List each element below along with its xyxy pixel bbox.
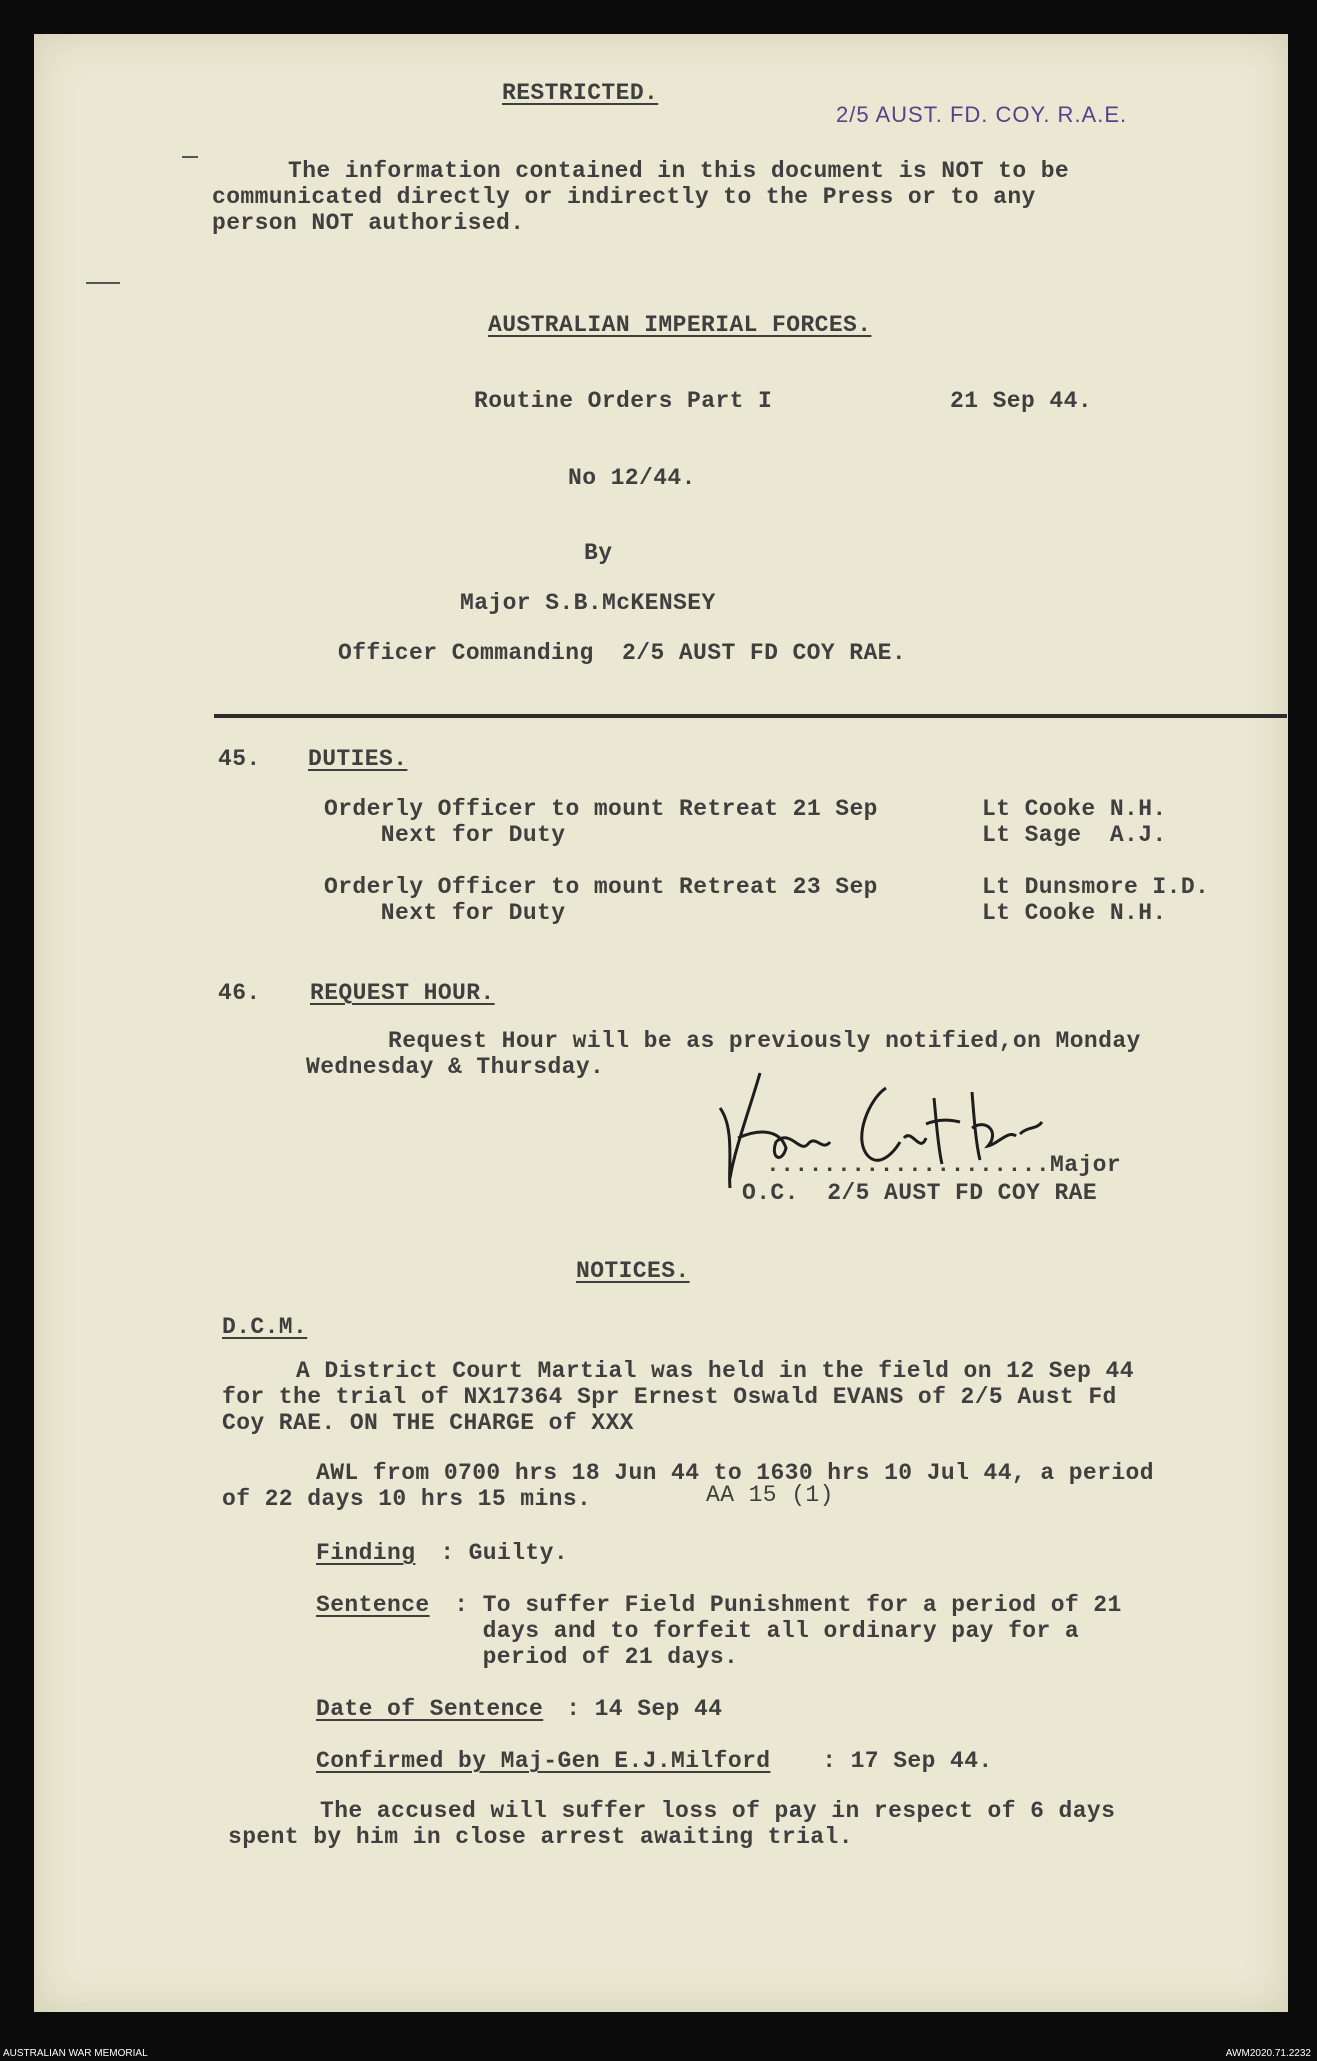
request-text: Request Hour will be as previously notified,on Monday — [388, 1028, 1141, 1054]
officer-command: Officer Commanding 2/5 AUST FD COY RAE. — [338, 640, 907, 666]
sentence-text: days and to forfeit all ordinary pay for a — [440, 1618, 1080, 1644]
dcm-text: Coy RAE. ON THE CHARGE of XXX — [222, 1410, 634, 1436]
notice-line: person NOT authorised. — [212, 210, 525, 236]
footer-archive: AUSTRALIAN WAR MEMORIAL — [3, 2048, 148, 2059]
footer-reference: AWM2020.71.2232 — [1225, 2048, 1311, 2059]
section-divider — [214, 714, 1287, 718]
loss-of-pay-text: spent by him in close arrest awaiting trial. — [228, 1824, 853, 1850]
item-number: 45. — [218, 746, 261, 772]
duty-officer: Lt Sage A.J. — [982, 822, 1167, 848]
signature-rank: ....................Major — [766, 1152, 1122, 1178]
scan-mark — [86, 282, 120, 284]
finding-value: : Guilty. — [426, 1540, 569, 1566]
date-of-sentence-label: Date of Sentence — [316, 1696, 544, 1722]
duty-row: Next for Duty — [324, 822, 566, 848]
classification: RESTRICTED. — [502, 80, 659, 106]
loss-of-pay-text: The accused will suffer loss of pay in respect of 6 days — [320, 1798, 1116, 1824]
scan-mark — [182, 156, 198, 158]
notice-line: The information contained in this document is NOT to be — [288, 158, 1070, 184]
duty-officer: Lt Dunsmore I.D. — [982, 874, 1210, 900]
dcm-heading: D.C.M. — [222, 1314, 308, 1340]
sentence-text: period of 21 days. — [440, 1644, 739, 1670]
duty-officer: Lt Cooke N.H. — [982, 796, 1167, 822]
orders-date: 21 Sep 44. — [950, 388, 1093, 414]
duty-row: Orderly Officer to mount Retreat 23 Sep — [324, 874, 878, 900]
officer-name: Major S.B.McKENSEY — [460, 590, 716, 616]
notice-line: communicated directly or indirectly to the Press or to any — [212, 184, 1036, 210]
unit-stamp: 2/5 AUST. FD. COY. R.A.E. — [836, 102, 1128, 127]
notices-heading: NOTICES. — [576, 1258, 690, 1284]
signature-unit: O.C. 2/5 AUST FD COY RAE — [742, 1180, 1098, 1206]
sentence-text: : To suffer Field Punishment for a period of 21 — [440, 1592, 1122, 1618]
orders-title: Routine Orders Part I — [474, 388, 773, 414]
duty-officer: Lt Cooke N.H. — [982, 900, 1167, 926]
org-title: AUSTRALIAN IMPERIAL FORCES. — [488, 312, 872, 338]
item-number: 46. — [218, 980, 261, 1006]
orders-number: No 12/44. — [568, 465, 696, 491]
confirmed-value: : 17 Sep 44. — [808, 1748, 993, 1774]
duty-row: Orderly Officer to mount Retreat 21 Sep — [324, 796, 878, 822]
request-text: Wednesday & Thursday. — [306, 1054, 605, 1080]
dcm-text: for the trial of NX17364 Spr Ernest Oswald EVANS of 2/5 Aust Fd — [222, 1384, 1117, 1410]
dcm-text: A District Court Martial was held in the field on 12 Sep 44 — [296, 1358, 1134, 1384]
duty-row: Next for Duty — [324, 900, 566, 926]
aa-reference: AA 15 (1) — [706, 1482, 834, 1508]
finding-label: Finding — [316, 1540, 416, 1566]
awl-text: of 22 days 10 hrs 15 mins. — [222, 1486, 592, 1512]
request-heading: REQUEST HOUR. — [310, 980, 495, 1006]
sentence-label: Sentence — [316, 1592, 430, 1618]
date-of-sentence-value: : 14 Sep 44 — [552, 1696, 723, 1722]
awl-text: AWL from 0700 hrs 18 Jun 44 to 1630 hrs 10 Jul 44, a period — [316, 1460, 1154, 1486]
duties-heading: DUTIES. — [308, 746, 408, 772]
by-label: By — [584, 540, 613, 566]
signature-text: J Crane Capt for — [690, 1068, 700, 1069]
confirmed-label: Confirmed by Maj-Gen E.J.Milford — [316, 1748, 771, 1774]
